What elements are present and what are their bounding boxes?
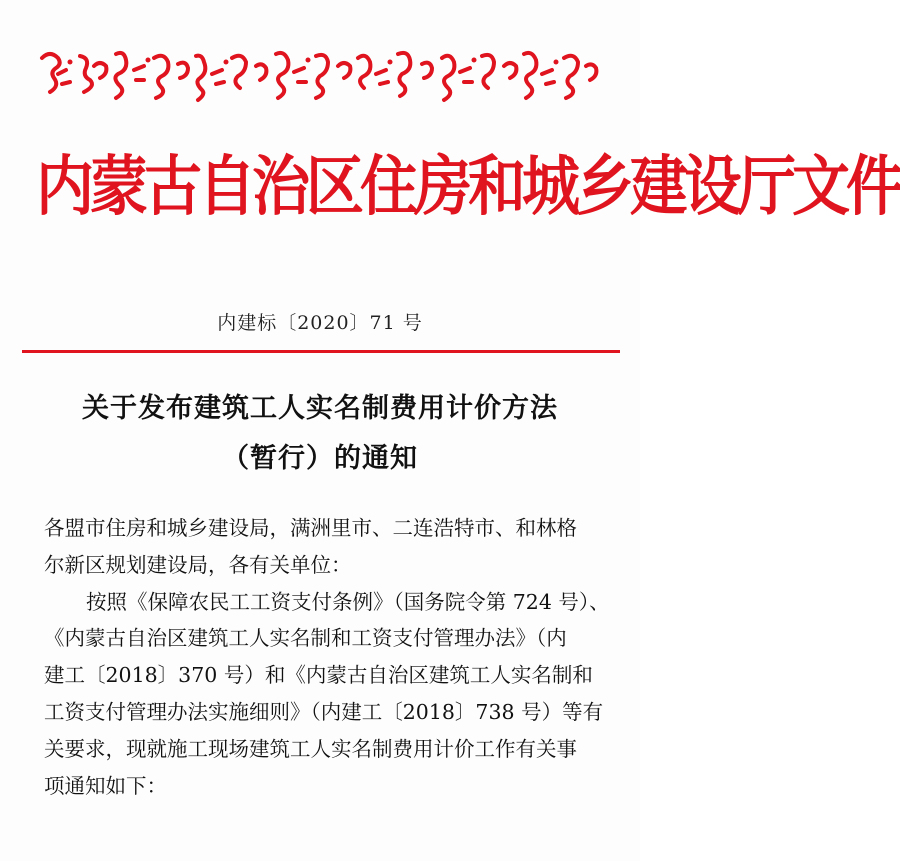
notice-title-line-2: （暂行）的通知: [222, 443, 418, 474]
body-line: 项通知如下：: [44, 773, 167, 798]
mongolian-script-graphic: [36, 44, 604, 104]
body-line: 《内蒙古自治区建筑工人实名制和工资支付管理办法》（内: [44, 626, 567, 651]
body-line: 按照《保障农民工工资支付条例》（国务院令第 724 号）、: [86, 589, 610, 614]
notice-title-line-1: 关于发布建筑工人实名制费用计价方法: [82, 393, 558, 424]
body-line: 尔新区规划建设局，各有关单位：: [44, 552, 352, 577]
body-line: 关要求，现就施工现场建筑工人实名制费用计价工作有关事: [44, 736, 577, 761]
issuer-title: 内蒙古自治区住房和城乡建设厅文件: [36, 147, 900, 224]
document-number: 内建标〔2020〕71 号: [217, 312, 423, 334]
mongolian-script-header: [36, 44, 604, 104]
body-line: 建工〔2018〕370 号）和《内蒙古自治区建筑工人实名制和: [44, 663, 593, 688]
body-line: 工资支付管理办法实施细则》（内建工〔2018〕738 号）等有: [44, 699, 604, 724]
notice-body: [44, 510, 616, 804]
red-divider-line: [22, 350, 620, 353]
body-line: 各盟市住房和城乡建设局，满洲里市、二连浩特市、和林格: [44, 516, 577, 540]
